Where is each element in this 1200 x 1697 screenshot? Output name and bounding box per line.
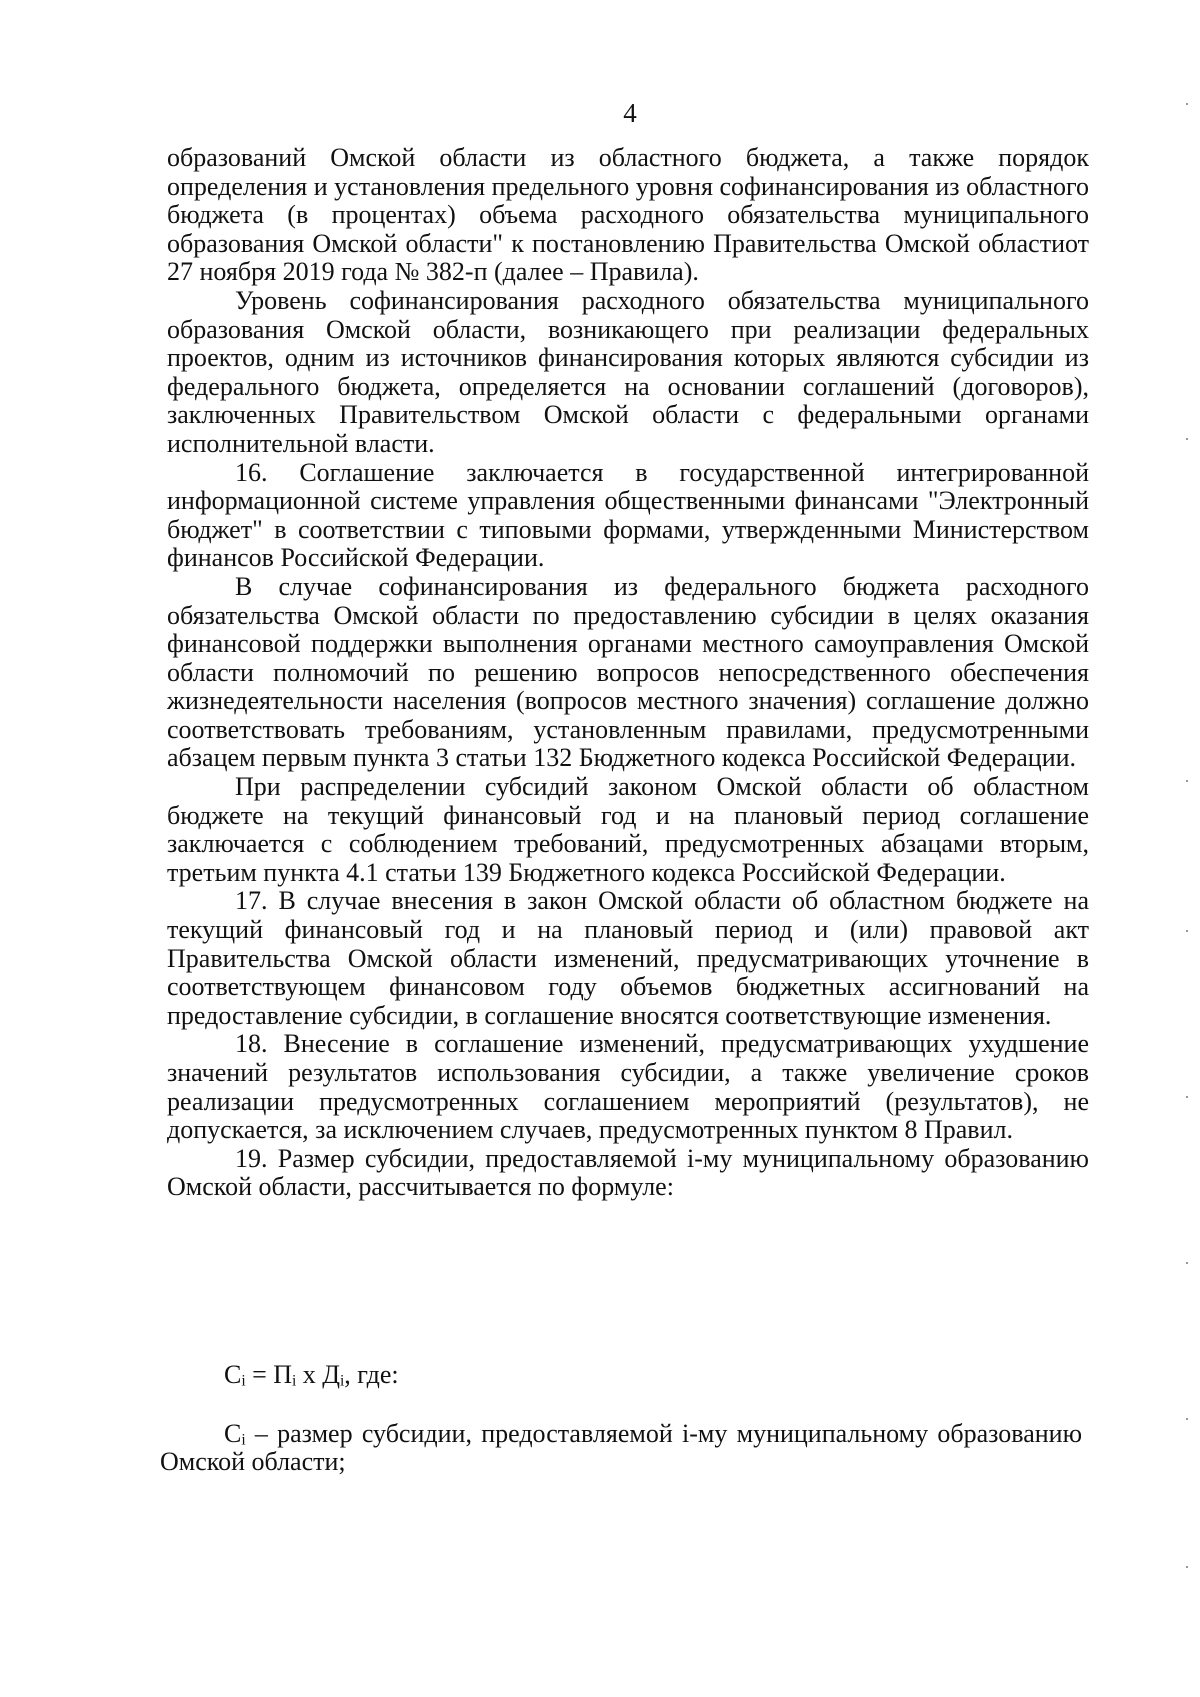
definition-ci: Сᵢ – размер субсидии, предоставляемой i-му муниципальному образованию Омской области; bbox=[160, 1418, 1082, 1477]
formula: Сᵢ = Пᵢ х Дᵢ, где: bbox=[224, 1360, 399, 1389]
scan-artifact-dot bbox=[1186, 1418, 1188, 1420]
paragraph-19: 19. Размер субсидии, предоставляемой i-му муниципальному образованию Омской области, рассчитывается по формуле: bbox=[167, 1143, 1089, 1202]
scan-artifact-dot bbox=[1186, 438, 1188, 440]
document-body bbox=[167, 144, 1089, 1202]
page-number: 4 bbox=[623, 98, 637, 128]
scan-artifact-dot bbox=[1186, 780, 1188, 782]
paragraph-17: 17. В случае внесения в закон Омской области об областном бюджете на текущий финансовый год и на плановый период и (или) правовой акт Правительства Омской области изменений, предусматривающих уточнение в соответствующем финансовом году объемов бюджетных ассигнований на предоставление субсидии, в соглашение вносятся соответствующие изменения. bbox=[167, 886, 1089, 1030]
scan-artifact-dot bbox=[1186, 103, 1188, 105]
scan-artifact-dot bbox=[1186, 930, 1188, 932]
paragraph-federal-cofinancing: В случае софинансирования из федерального бюджета расходного обязательства Омской области по предоставлению субсидии в целях оказания финансовой поддержки выполнения органами местного самоуправления Омской области полномочий по решению вопросов непосредственного обеспечения жизнедеятельности населения (вопросов местного значения) соглашение должно соответствовать требованиям, установленным правилами, предусмотренными абзацем первым пункта 3 статьи 132 Бюджетного кодекса Российской Федерации. bbox=[167, 571, 1089, 773]
paragraph-18: 18. Внесение в соглашение изменений, предусматривающих ухудшение значений результатов использования субсидии, а также увеличение сроков реализации предусмотренных соглашением мероприятий (результатов), не допускается, за исключением случаев, предусмотренных пунктом 8 Правил. bbox=[167, 1029, 1089, 1145]
formula-section bbox=[160, 1345, 1082, 1477]
scan-artifact-dot bbox=[1186, 1566, 1188, 1568]
paragraph-16: 16. Соглашение заключается в государственной интегрированной информационной системе управления общественными финансами "Электронный бюджет" в соответствии с типовыми формами, утвержденными Министерством финансов Российской Федерации. bbox=[167, 457, 1089, 573]
scan-artifact-dot bbox=[1186, 1096, 1188, 1098]
paragraph-cofinancing-level: Уровень софинансирования расходного обязательства муниципального образования Омской области, возникающего при реализации федеральных проектов, одним из источников финансирования которых являются субсидии из федерального бюджета, определяется на основании соглашений (договоров), заключенных Правительством Омской области с федеральными органами исполнительной власти. bbox=[167, 285, 1089, 458]
paragraph-intro-continuation: образований Омской области из областного бюджета, а также порядок определения и установления предельного уровня софинансирования из областного бюджета (в процентах) объема расходного обязательства муниципального образования Омской области" к постановлению Правительства Омской областиот 27 ноября 2019 года № 382-п (далее – Правила). bbox=[167, 143, 1089, 287]
paragraph-subsidy-distribution: При распределении субсидий законом Омской области об областном бюджете на текущий финансовый год и на плановый период соглашение заключается с соблюдением требований, предусмотренных абзацами вторым, третьим пункта 4.1 статьи 139 Бюджетного кодекса Российской Федерации. bbox=[167, 772, 1089, 887]
scan-artifact-dot bbox=[1186, 1262, 1188, 1264]
